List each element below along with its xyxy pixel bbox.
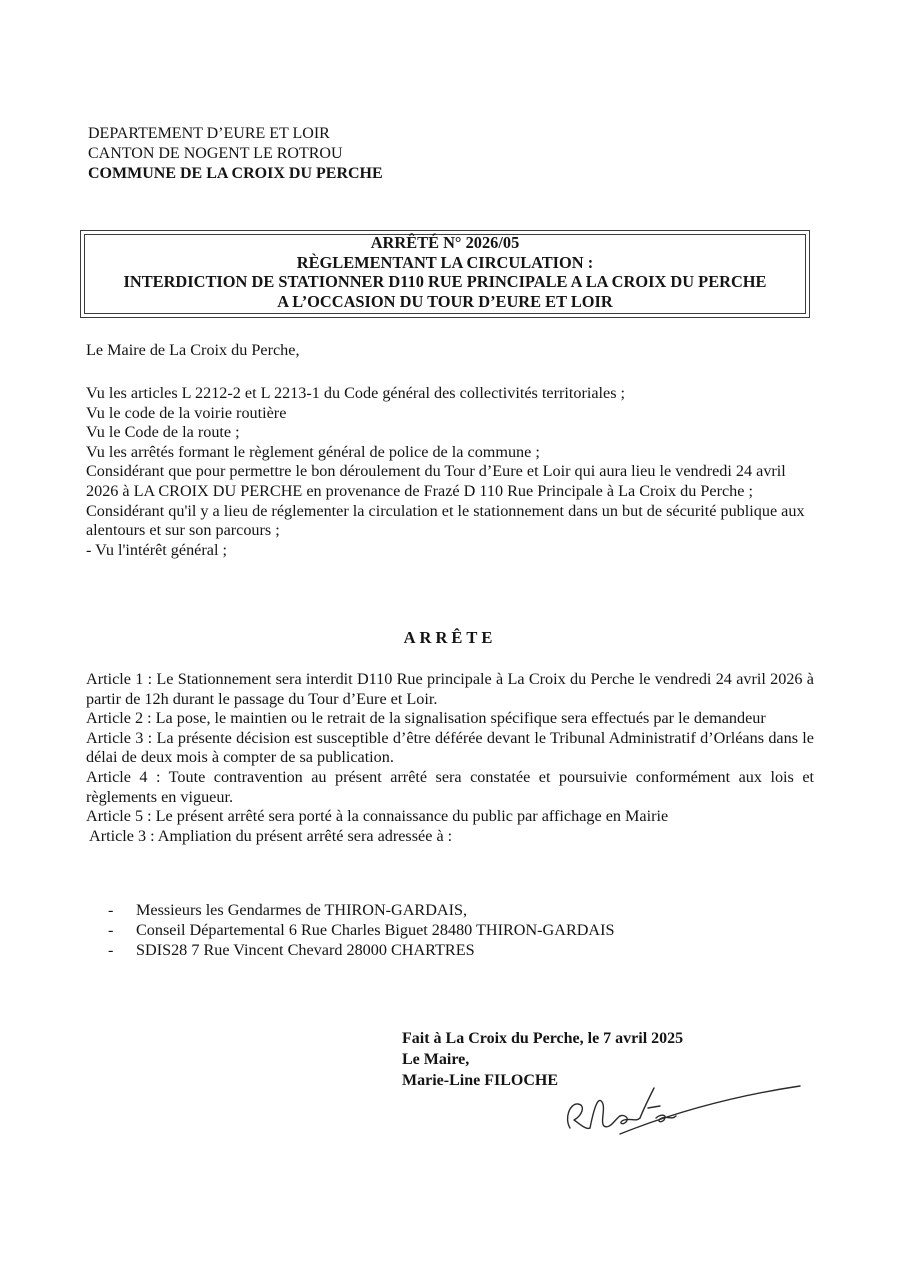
article-item: Article 3 : La présente décision est susceptible d’être déférée devant le Tribunal Administratif d’Orléans dans le délai de deux mois à compter de sa publication. (86, 728, 814, 767)
header-canton: CANTON DE NOGENT LE ROTROU (88, 145, 343, 162)
arrete-heading: ARRÊTE (403, 628, 497, 647)
visa-item: Vu le Code de la route ; (86, 423, 240, 442)
visa-item: Vu les articles L 2212-2 et L 2213-1 du Code général des collectivités territoriales ; (86, 384, 626, 402)
articles-section (86, 670, 814, 846)
title-box (80, 230, 810, 318)
place-date: Fait à La Croix du Perche, le 7 avril 2025 (402, 1030, 684, 1047)
visa-item: Considérant que pour permettre le bon déroulement du Tour d’Eure et Loir qui aura lieu le vendredi 24 avril 2026 à LA CROIX DU PERCHE en provenance de Frazé D 110 Rue Principale à La Croix du Perche ; (86, 462, 786, 500)
article-item: Article 5 : Le présent arrêté sera porté à la connaissance du public par affichage en Mairie (86, 807, 669, 826)
article-item: Article 1 : Le Stationnement sera interdit D110 Rue principale à La Croix du Perche le vendredi 24 avril 2026 à partir de 12h durant le passage du Tour d’Eure et Loir. (86, 670, 814, 708)
title-occasion: A L’OCCASION DU TOUR D’EURE ET LOIR (277, 291, 613, 311)
title-prohibition: INTERDICTION DE STATIONNER D110 RUE PRINCIPALE A LA CROIX DU PERCHE (123, 272, 767, 291)
visa-item: Vu le code de la voirie routière (86, 403, 287, 422)
visa-item: - Vu l'intérêt général ; (86, 540, 227, 559)
list-item: - Messieurs les Gendarmes de THIRON-GARDAIS, (108, 901, 468, 919)
list-item: - Conseil Départemental 6 Rue Charles Biguet 28480 THIRON-GARDAIS (108, 921, 615, 939)
header-department: DEPARTEMENT D’EURE ET LOIR (88, 125, 330, 142)
visa-item: Vu les arrêtés formant le règlement général de police de la commune ; (86, 442, 540, 461)
signatory-role: Le Maire, (402, 1051, 470, 1068)
article-item: Article 4 : Toute contravention au présent arrêté sera constatée et poursuivie conformément aux lois et règlements en vigueur. (86, 767, 814, 806)
visas-section (86, 384, 814, 560)
article-item: Article 3 : Ampliation du présent arrêté sera adressée à : (89, 826, 453, 845)
recipients-list (108, 900, 615, 960)
visa-item: Considérant qu'il y a lieu de réglementer la circulation et le stationnement dans un but de sécurité publique aux alentours et sur son parcours ; (86, 501, 805, 540)
intro-paragraph: Le Maire de La Croix du Perche, (86, 341, 300, 359)
header-commune: COMMUNE DE LA CROIX DU PERCHE (88, 165, 383, 182)
title-regulating: RÈGLEMENTANT LA CIRCULATION : (296, 252, 594, 272)
signatory-name: Marie-Line FILOCHE (402, 1072, 558, 1089)
list-item: - SDIS28 7 Rue Vincent Chevard 28000 CHARTRES (108, 941, 475, 959)
handwritten-signature (560, 1078, 810, 1148)
administrative-header (88, 124, 383, 184)
article-item: Article 2 : La pose, le maintien ou le retrait de la signalisation spécifique sera effectués par le demandeur (86, 709, 766, 728)
arrete-number: ARRÊTÉ N° 2026/05 (370, 233, 520, 252)
